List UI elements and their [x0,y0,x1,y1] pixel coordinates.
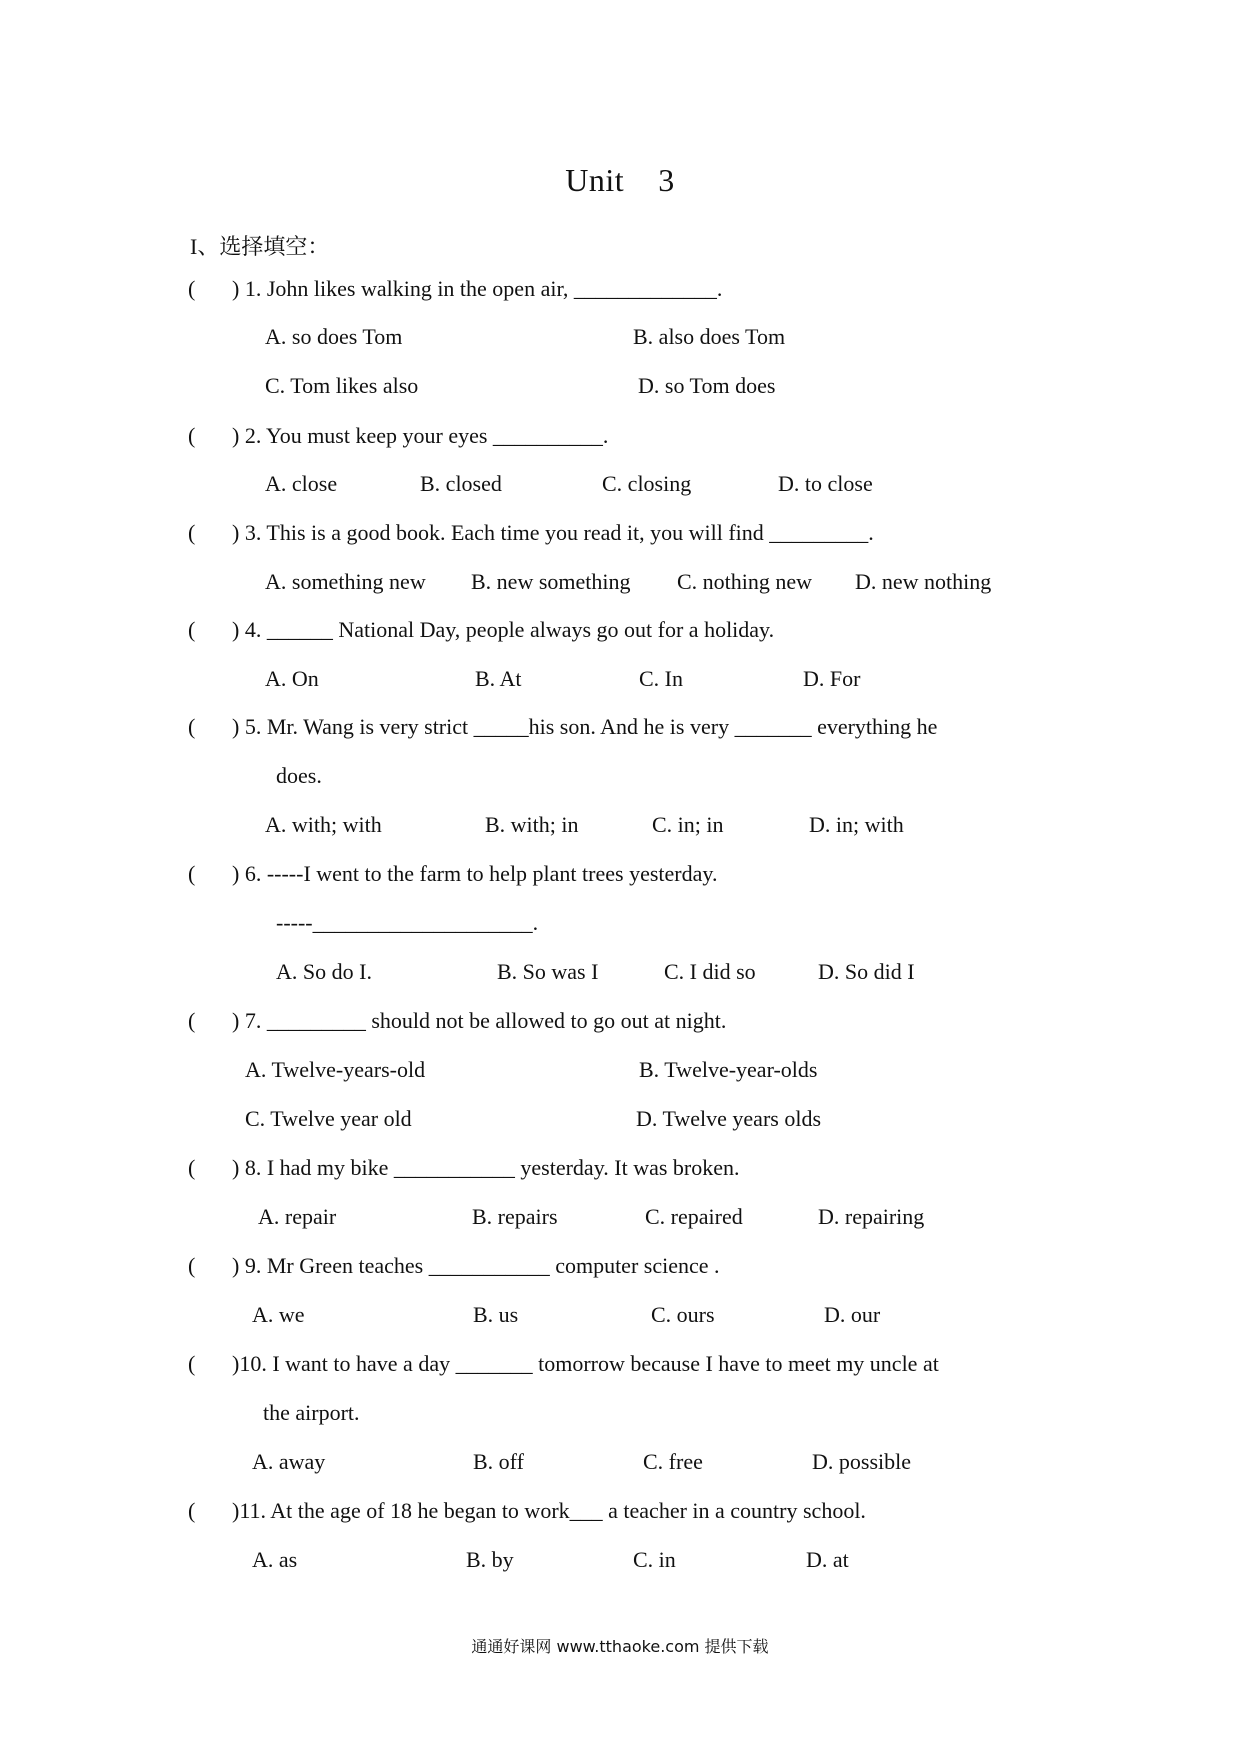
question-8-text: ) 8. I had my bike ___________ yesterday. It was broken. [232,1155,740,1180]
question-9-option-a: A. we [252,1302,305,1327]
answer-bracket[interactable]: ( [188,520,196,545]
question-8-option-d: D. repairing [818,1204,925,1229]
question-11-text: )11. At the age of 18 he began to work___ a teacher in a country school. [232,1498,866,1523]
question-3-option-c: C. nothing new [677,569,813,594]
question-3-text: ) 3. This is a good book. Each time you read it, you will find _________. [232,520,874,545]
page-footer: 通通好课网 www.tthaoke.com 提供下载 [471,1637,769,1656]
question-9-text: ) 9. Mr Green teaches ___________ computer science . [232,1253,720,1278]
section-heading: I、选择填空： [190,234,330,259]
question-1-option-a: A. so does Tom [265,324,403,349]
answer-bracket[interactable]: ( [188,423,196,448]
question-3-option-b: B. new something [471,569,631,594]
question-5-option-c: C. in; in [652,812,724,837]
question-9-option-b: B. us [473,1302,519,1327]
question-10-option-b: B. off [473,1449,524,1474]
question-6-option-b: B. So was I [497,959,599,984]
answer-bracket[interactable]: ( [188,861,196,886]
question-7-option-b: B. Twelve-year-olds [639,1057,818,1082]
question-4-option-d: D. For [803,666,861,691]
question-4-option-c: C. In [639,666,683,691]
question-2-option-b: B. closed [420,471,502,496]
question-10-option-c: C. free [643,1449,703,1474]
question-11-option-d: D. at [806,1547,849,1572]
question-5-text: ) 5. Mr. Wang is very strict _____his son. And he is very _______ everything he [232,714,938,739]
question-5-option-b: B. with; in [485,812,579,837]
question-3-option-a: A. something new [265,569,426,594]
question-6-continuation: -----____________________. [276,910,539,935]
answer-bracket[interactable]: ( [188,714,196,739]
question-11-option-a: A. as [252,1547,298,1572]
answer-bracket[interactable]: ( [188,1498,196,1523]
question-11-option-c: C. in [633,1547,676,1572]
question-10-continuation: the airport. [263,1400,360,1425]
question-1-option-b: B. also does Tom [633,324,786,349]
answer-bracket[interactable]: ( [188,1351,196,1376]
question-1-option-c: C. Tom likes also [265,373,419,398]
question-3-option-d: D. new nothing [855,569,992,594]
question-8-option-a: A. repair [258,1204,337,1229]
question-9-option-c: C. ours [651,1302,715,1327]
question-10-text: )10. I want to have a day _______ tomorrow because I have to meet my uncle at [232,1351,939,1376]
question-2-option-a: A. close [265,471,338,496]
answer-bracket[interactable]: ( [188,617,196,642]
question-7-option-a: A. Twelve-years-old [245,1057,426,1082]
question-8-option-b: B. repairs [472,1204,558,1229]
question-6-option-a: A. So do I. [276,959,372,984]
answer-bracket[interactable]: ( [188,276,196,301]
question-10-option-a: A. away [252,1449,326,1474]
question-5-option-a: A. with; with [265,812,382,837]
question-6-option-c: C. I did so [664,959,756,984]
question-2-option-c: C. closing [602,471,692,496]
question-6-option-d: D. So did I [818,959,915,984]
question-4-text: ) 4. ______ National Day, people always go out for a holiday. [232,617,775,642]
question-4-option-b: B. At [475,666,522,691]
question-7-text: ) 7. _________ should not be allowed to go out at night. [232,1008,727,1033]
answer-bracket[interactable]: ( [188,1155,196,1180]
answer-bracket[interactable]: ( [188,1253,196,1278]
answer-bracket[interactable]: ( [188,1008,196,1033]
question-2-text: ) 2. You must keep your eyes __________. [232,423,609,448]
question-5-option-d: D. in; with [809,812,904,837]
question-9-option-d: D. our [824,1302,881,1327]
question-6-text: ) 6. -----I went to the farm to help plant trees yesterday. [232,861,718,886]
question-11-option-b: B. by [466,1547,514,1572]
question-8-option-c: C. repaired [645,1204,743,1229]
question-5-continuation: does. [276,763,322,788]
question-7-option-d: D. Twelve years olds [636,1106,822,1131]
question-10-option-d: D. possible [812,1449,911,1474]
question-1-text: ) 1. John likes walking in the open air, _____________. [232,276,723,301]
question-2-option-d: D. to close [778,471,873,496]
page-title: Unit 3 [565,162,675,198]
question-1-option-d: D. so Tom does [638,373,776,398]
question-4-option-a: A. On [265,666,319,691]
question-7-option-c: C. Twelve year old [245,1106,412,1131]
